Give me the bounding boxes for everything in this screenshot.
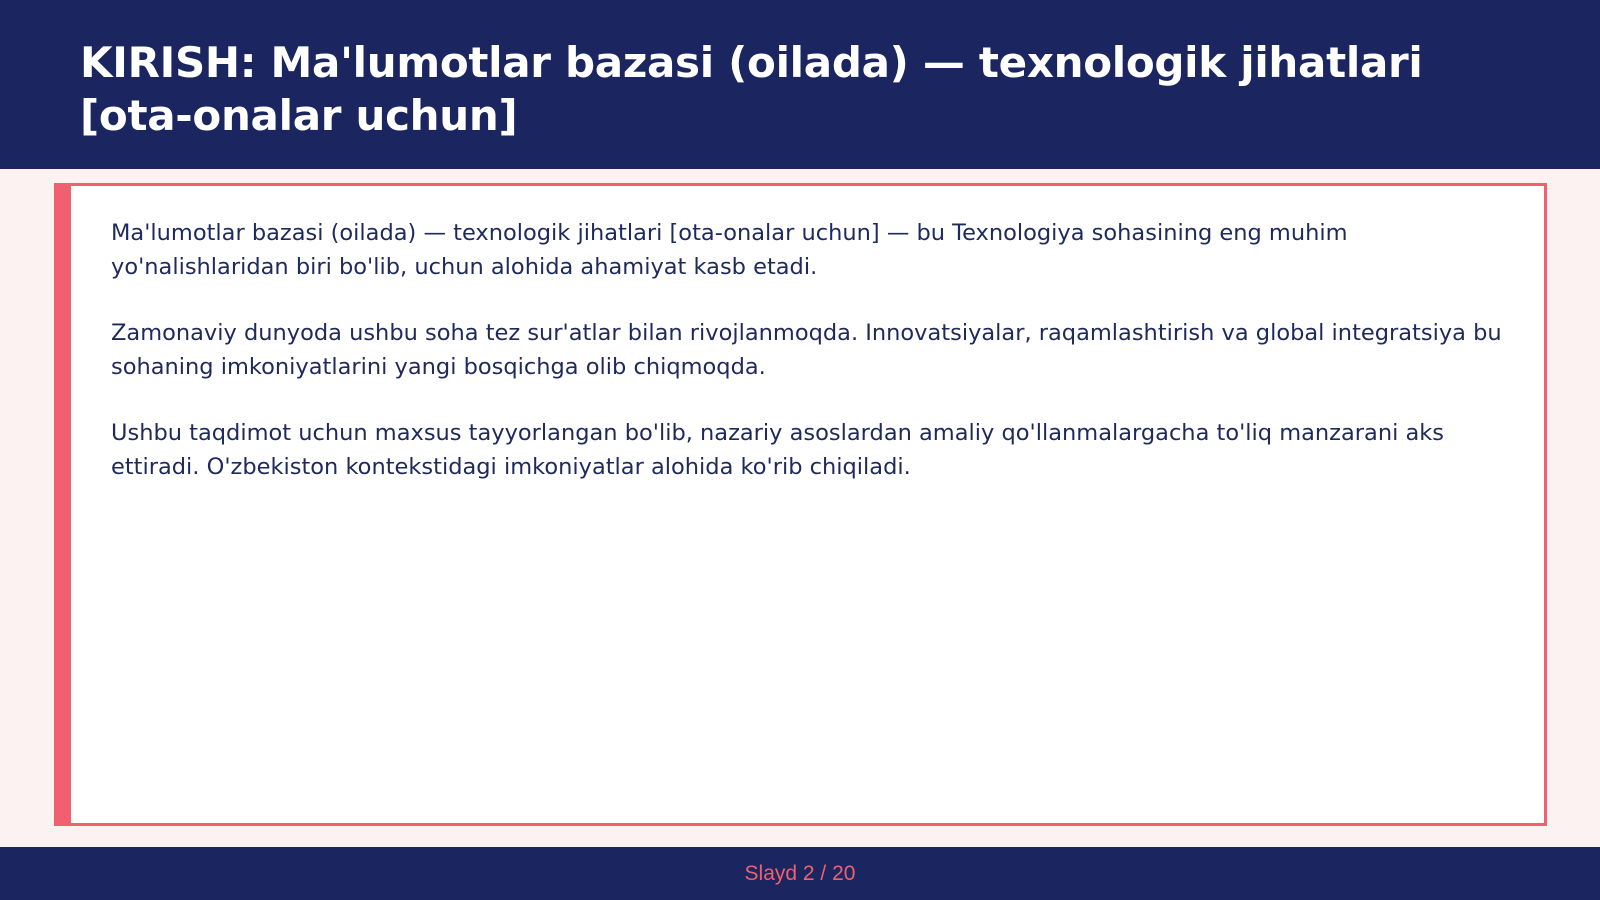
slide-title: KIRISH: Ma'lumotlar bazasi (oilada) — texnologik jihatlari [ota-onalar uchun] <box>80 38 1423 140</box>
intro-paragraph: Ma'lumotlar bazasi (oilada) — texnologik jihatlari [ota-onalar uchun] — bu Texnologiya sohasining eng muhim yo'nalishlaridan biri bo'lib, uchun alohida ahamiyat kasb etadi. <box>111 220 1348 280</box>
modern-world-paragraph: Zamonaviy dunyoda ushbu soha tez sur'atlar bilan rivojlanmoqda. Innovatsiyalar, raqamlashtirish va global integratsiya bu sohaning imkoniyatlarini yangi bosqichga olib chiqmoqda. <box>111 320 1502 380</box>
slide-header <box>0 0 1600 169</box>
presentation-purpose-paragraph: Ushbu taqdimot uchun maxsus tayyorlangan bo'lib, nazariy asoslardan amaliy qo'llanmalargacha to'liq manzarani aks ettiradi. O'zbekiston kontekstidagi imkoniyatlar alohida ko'rib chiqiladi. <box>111 420 1445 480</box>
slide-footer <box>0 847 1600 900</box>
content-box <box>54 183 1547 826</box>
slide-counter: Slayd 2 / 20 <box>744 861 856 885</box>
